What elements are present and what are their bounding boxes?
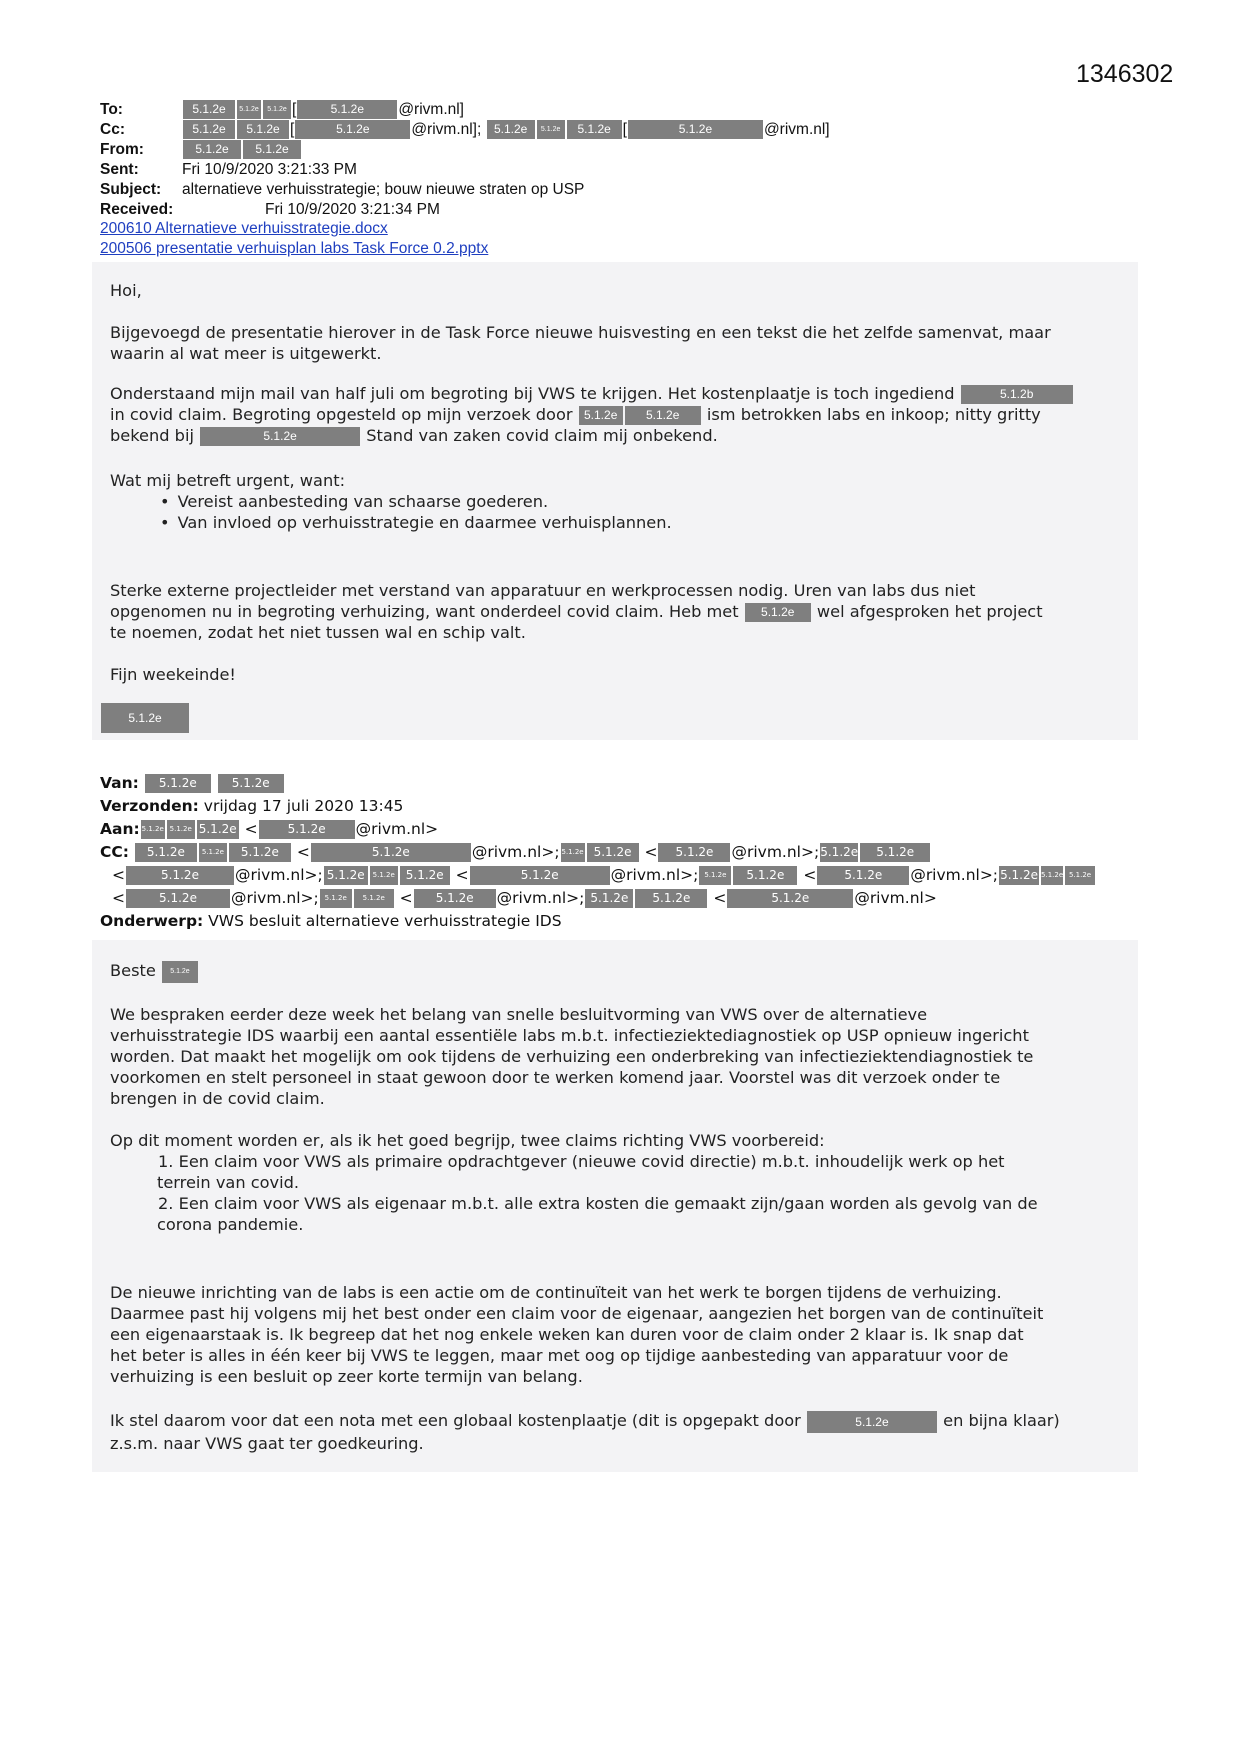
text-line: terrein van covid. [157, 1173, 300, 1192]
redaction: 5.1.2e [162, 961, 198, 983]
signature [100, 703, 190, 733]
text-line: brengen in de covid claim. [110, 1089, 325, 1108]
paragraph [110, 322, 1051, 364]
redaction: 5.1.2e [400, 866, 450, 885]
paragraph [110, 1410, 1060, 1454]
paragraph [110, 1004, 1033, 1109]
to-label: To: [100, 101, 123, 118]
redaction: 5.1.2e [259, 820, 355, 839]
redaction: 5.1.2e [820, 843, 858, 862]
redaction: 5.1.2e [727, 889, 853, 908]
verzonden-label: Verzonden: [100, 797, 199, 815]
cc-domain: @rivm.nl] [763, 121, 830, 138]
cc-line: Cc: 5.1.2e 5.1.2e [ 5.1.2e @rivm.nl]; 5.1.2e 5.1.2e 5.1.2e [ 5.1.2e @rivm.nl] [100, 121, 830, 138]
text-line: Wat mij betreft urgent, want: [110, 471, 346, 490]
bracket: < [296, 843, 310, 861]
text-line: Bijgevoegd de presentatie hierover in de Task Force nieuwe huisvesting en een tekst die het zelfde samenvat, maar [110, 323, 1051, 342]
redaction: 5.1.2b [961, 385, 1073, 404]
redaction: 5.1.2e [237, 120, 289, 139]
paragraph [110, 470, 672, 533]
cc-line-1 [100, 841, 931, 864]
list-item: • Van invloed op verhuisstrategie en daarmee verhuisplannen. [176, 512, 672, 533]
redaction: 5.1.2e [324, 866, 368, 885]
redaction: 5.1.2e [699, 866, 731, 885]
redaction: 5.1.2e [745, 603, 811, 622]
redaction: 5.1.2e [1041, 866, 1063, 885]
to-line: To: 5.1.2e 5.1.2e 5.1.2e [ 5.1.2e @rivm.nl] [100, 101, 464, 118]
cc-domain: @rivm.nl>; [731, 843, 820, 861]
van-label: Van: [100, 774, 139, 792]
cc-domain: @rivm.nl> [854, 889, 937, 907]
bracket: < [455, 866, 469, 884]
bracket: < [112, 889, 125, 907]
text-line: Beste [110, 961, 156, 980]
cc-domain: @rivm.nl>; [910, 866, 999, 884]
redaction: 5.1.2e [625, 406, 701, 425]
aan-line [100, 818, 438, 841]
bracket: < [399, 889, 413, 907]
paragraph [110, 383, 1074, 446]
text-line: z.s.m. naar VWS gaat ter goedkeuring. [110, 1433, 424, 1453]
greeting: Hoi, [110, 281, 142, 300]
cc-domain: @rivm.nl]; [411, 121, 482, 138]
cc-line-3 [100, 887, 937, 910]
redaction: 5.1.2e [145, 774, 211, 793]
cc-domain: @rivm.nl>; [231, 889, 319, 907]
bullet-list [110, 491, 672, 533]
text-line: worden. Dat maakt het mogelijk om ook tijdens de verhuizing een onderbreking van infectieziektendiagnostiek te [110, 1047, 1034, 1066]
text-line: voorkomen en stelt personeel in staat gewoon door te werken komend jaar. Voorstel was dit verzoek onder te [110, 1068, 1001, 1087]
redaction: 5.1.2e [183, 140, 241, 159]
cc-line-2 [100, 864, 1096, 887]
sent-label: Sent: [100, 161, 139, 178]
received-value: Fri 10/9/2020 3:21:34 PM [265, 201, 440, 218]
cc-label: Cc: [100, 121, 125, 138]
cc-domain: @rivm.nl>; [610, 866, 699, 884]
subject-line [100, 180, 585, 200]
cc-domain: @rivm.nl>; [471, 843, 560, 861]
redaction: 5.1.2e [579, 406, 623, 425]
attachment-link[interactable]: 200610 Alternatieve verhuisstrategie.docx [100, 220, 388, 237]
text-line: wel afgesproken het project [816, 602, 1043, 621]
redaction: 5.1.2e [200, 427, 360, 446]
text-line: en bijna klaar) [943, 1411, 1060, 1430]
redaction: 5.1.2e [126, 866, 234, 885]
text-line: Sterke externe projectleider met verstand van apparatuur en werkprocessen nodig. Uren van labs dus niet [110, 581, 976, 600]
redaction: 5.1.2e [167, 820, 195, 839]
text-line: het beter is alles in één keer bij VWS te leggen, maar met oog op tijdige aanbesteding van apparatuur voor de [110, 1346, 1009, 1365]
cc-domain: @rivm.nl>; [496, 889, 585, 907]
text-line: bekend bij [110, 426, 194, 445]
paragraph [110, 1282, 1043, 1387]
onderwerp-line [100, 910, 562, 933]
redaction: 5.1.2e [263, 100, 291, 119]
text-line: Onderstaand mijn mail van half juli om begroting bij VWS te krijgen. Het kostenplaatje is toch ingediend [110, 384, 955, 403]
verzonden-line [100, 795, 403, 818]
redaction: 5.1.2e [585, 889, 633, 908]
text-line: De nieuwe inrichting van de labs is een actie om de continuïteit van het werk te borgen tijdens de verhuizing. [110, 1283, 1002, 1302]
van-line [100, 772, 285, 795]
redaction: 5.1.2e [487, 120, 535, 139]
document-id: 1346302 [1076, 60, 1174, 88]
text-line: verhuizing is een besluit op zeer korte termijn van belang. [110, 1367, 583, 1386]
redaction: 5.1.2e [126, 889, 230, 908]
redaction: 5.1.2e [218, 774, 284, 793]
redaction: 5.1.2e [297, 100, 397, 119]
greeting [110, 960, 199, 983]
redaction: 5.1.2e [817, 866, 909, 885]
text-line: We bespraken eerder deze week het belang van snelle besluitvorming van VWS over de alternatieve [110, 1005, 928, 1024]
redaction: 5.1.2e [414, 889, 496, 908]
received-line [100, 200, 440, 220]
bracket: < [244, 820, 258, 838]
to-domain: @rivm.nl] [398, 101, 464, 118]
paragraph [110, 1130, 1038, 1235]
attachment-link[interactable]: 200506 presentatie verhuisplan labs Task Force 0.2.pptx [100, 240, 489, 257]
redaction: 5.1.2e [135, 843, 197, 862]
text-line: waarin al wat meer is uitgewerkt. [110, 344, 382, 363]
redaction: 5.1.2e [295, 120, 410, 139]
list-item: • Vereist aanbesteding van schaarse goederen. [176, 491, 672, 512]
from-line [100, 140, 289, 160]
redaction: 5.1.2e [199, 843, 227, 862]
redaction: 5.1.2e [183, 120, 235, 139]
redaction: 5.1.2e [733, 866, 797, 885]
closing: Fijn weekeinde! [110, 665, 236, 684]
text-line: een eigenaarstaak is. Ik begreep dat het nog enkele weken kan duren voor de claim onder 2 klaar is. Ik snap dat [110, 1325, 1024, 1344]
redaction: 5.1.2e [311, 843, 471, 862]
redaction: 5.1.2e [999, 866, 1039, 885]
bracket: < [644, 843, 658, 861]
from-label: From: [100, 141, 144, 158]
text-line: Stand van zaken covid claim mij onbekend. [366, 426, 718, 445]
redaction: 5.1.2e [567, 120, 622, 139]
text-line: opgenomen nu in begroting verhuizing, want onderdeel covid claim. Heb met [110, 602, 739, 621]
verzonden-value: vrijdag 17 juli 2020 13:45 [203, 797, 404, 815]
redaction: 5.1.2e [537, 120, 565, 139]
bracket: < [803, 866, 817, 884]
text-line: Daarmee past hij volgens mij het best onder een claim voor de eigenaar, aangezien het borgen van de continuïteit [110, 1304, 1044, 1323]
redaction: 5.1.2e [197, 820, 239, 839]
redaction: 5.1.2e [243, 140, 301, 159]
redaction: 5.1.2e [807, 1411, 937, 1433]
redaction: 5.1.2e [183, 100, 235, 119]
received-label: Received: [100, 201, 174, 218]
aan-label: Aan: [100, 820, 140, 838]
text-line: corona pandemie. [157, 1215, 304, 1234]
redaction: 5.1.2e [635, 889, 707, 908]
redaction: 5.1.2e [237, 100, 261, 119]
text-line: ism betrokken labs en inkoop; nitty gritty [706, 405, 1041, 424]
cc-domain: @rivm.nl>; [235, 866, 323, 884]
redaction: 5.1.2e [1065, 866, 1095, 885]
redaction: 5.1.2e [561, 843, 585, 862]
text-line: verhuisstrategie IDS waarbij een aantal essentiële labs m.b.t. infectieziektediagnostiek op USP opnieuw ingericht [110, 1026, 1029, 1045]
text-line: Op dit moment worden er, als ik het goed begrijp, twee claims richting VWS voorbereid: [110, 1131, 825, 1150]
cc2-label: CC: [100, 843, 129, 861]
list-item: 1. Een claim voor VWS als primaire opdrachtgever (nieuwe covid directie) m.b.t. inhoudelijk werk op het [158, 1152, 1005, 1171]
text-line: in covid claim. Begroting opgesteld op mijn verzoek door [110, 405, 573, 424]
redaction: 5.1.2e [470, 866, 610, 885]
redaction: 5.1.2e [860, 843, 930, 862]
paragraph [110, 580, 1043, 643]
subject-value: alternatieve verhuisstrategie; bouw nieuwe straten op USP [182, 181, 585, 198]
redaction: 5.1.2e [370, 866, 398, 885]
redaction: 5.1.2e [628, 120, 763, 139]
redaction: 5.1.2e [141, 820, 165, 839]
onderwerp-value: VWS besluit alternatieve verhuisstrategie IDS [208, 912, 562, 930]
onderwerp-label: Onderwerp: [100, 912, 204, 930]
subject-label: Subject: [100, 181, 162, 198]
text-line: Ik stel daarom voor dat een nota met een globaal kostenplaatje (dit is opgepakt door [110, 1411, 801, 1430]
bracket: < [713, 889, 727, 907]
bracket: < [112, 866, 125, 884]
aan-domain: @rivm.nl> [355, 820, 439, 838]
redaction: 5.1.2e [101, 703, 189, 733]
sent-line [100, 160, 357, 180]
redaction: 5.1.2e [658, 843, 730, 862]
redaction: 5.1.2e [320, 889, 352, 908]
text-line: te noemen, zodat het niet tussen wal en schip valt. [110, 623, 526, 642]
redaction: 5.1.2e [587, 843, 639, 862]
list-item: 2. Een claim voor VWS als eigenaar m.b.t. alle extra kosten die gemaakt zijn/gaan worden als gevolg van de [158, 1194, 1038, 1213]
sent-value: Fri 10/9/2020 3:21:33 PM [182, 161, 357, 178]
redaction: 5.1.2e [354, 889, 394, 908]
redaction: 5.1.2e [229, 843, 291, 862]
